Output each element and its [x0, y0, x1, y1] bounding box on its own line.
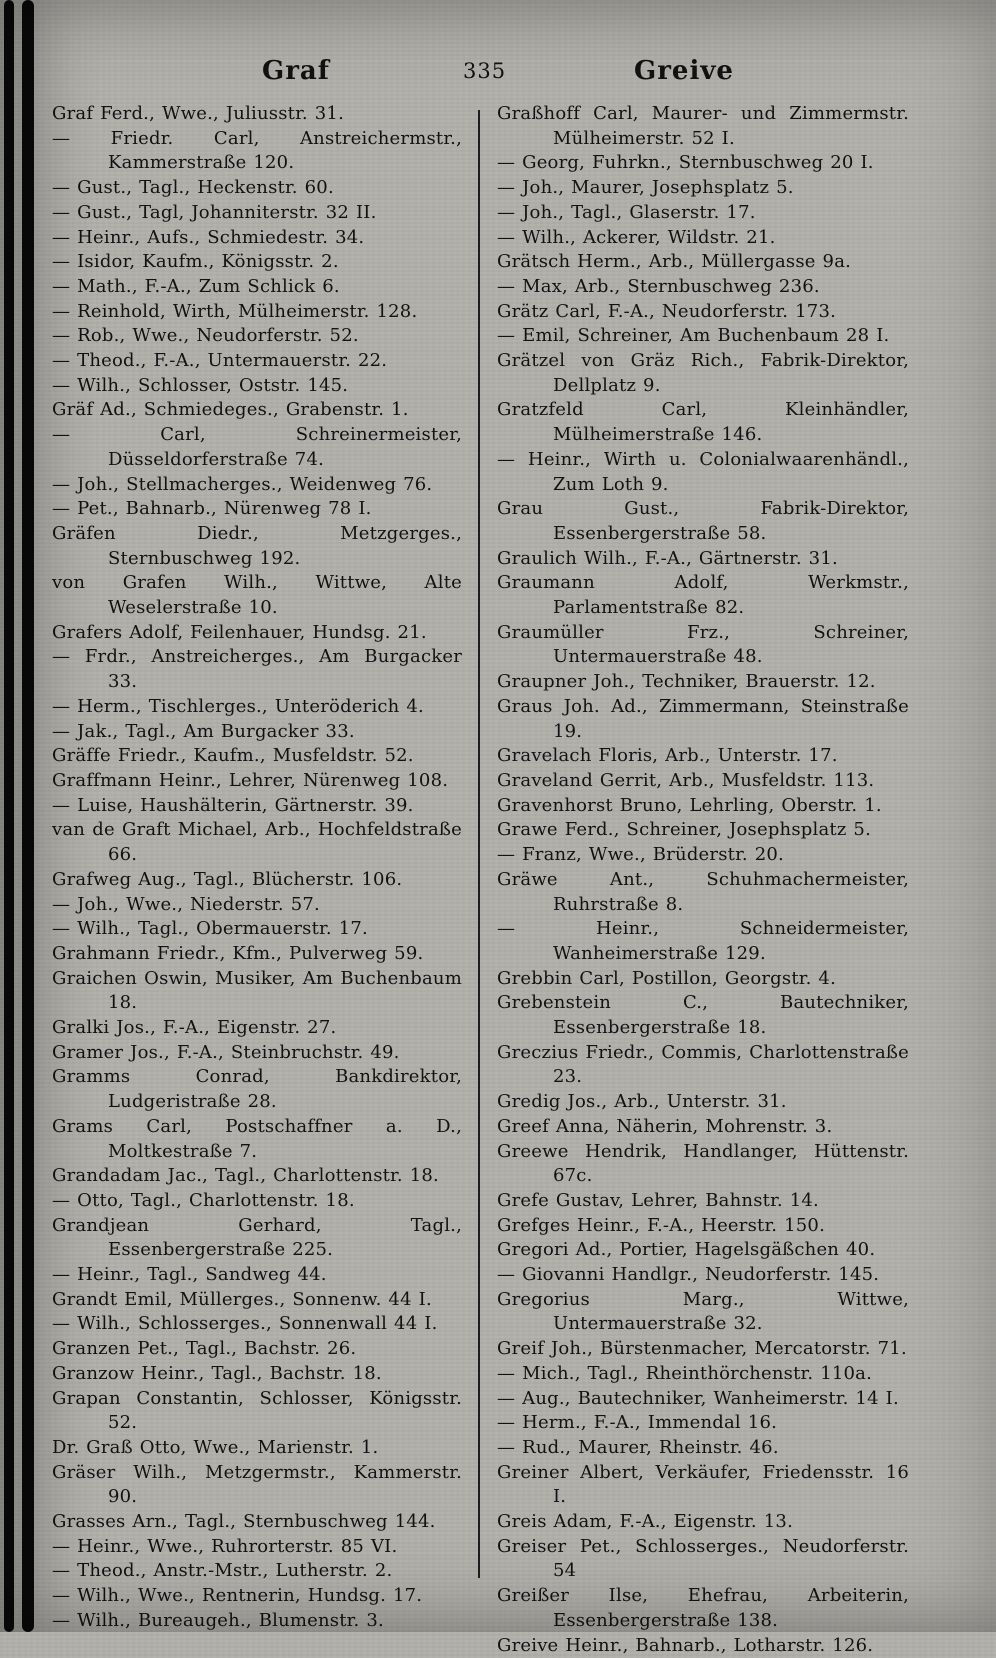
directory-entry: — Rud., Maurer, Rheinstr. 46. [497, 1436, 779, 1458]
directory-entry: Graumüller Frz., Schreiner, Untermauerstraße 48. [497, 621, 909, 668]
directory-entry: Grahmann Friedr., Kfm., Pulverweg 59. [52, 942, 424, 964]
directory-entry: Grätsch Herm., Arb., Müllergasse 9a. [497, 251, 852, 273]
directory-entry: Gratzfeld Carl, Kleinhändler, Mülheimerstraße 146. [497, 399, 909, 446]
directory-entry: — Heinr., Wwe., Ruhrorterstr. 85 VI. [52, 1535, 398, 1557]
directory-entry: — Joh., Stellmacherges., Weidenweg 76. [52, 473, 433, 495]
directory-entry: Gregori Ad., Portier, Hagelsgäßchen 40. [497, 1239, 876, 1261]
directory-entry: Granzen Pet., Tagl., Bachstr. 26. [52, 1338, 357, 1360]
directory-entry: — Gust., Tagl, Johanniterstr. 32 II. [52, 201, 377, 223]
directory-entry: Greißer Ilse, Ehefrau, Arbeiterin, Essenbergerstraße 138. [497, 1585, 909, 1631]
directory-entry: — Isidor, Kaufm., Königsstr. 2. [52, 251, 339, 273]
directory-entry: — Math., F.-A., Zum Schlick 6. [52, 275, 340, 297]
directory-entry: von Grafen Wilh., Wittwe, Alte Weselerstraße 10. [52, 572, 462, 619]
directory-entry: — Gust., Tagl., Heckenstr. 60. [52, 177, 334, 199]
directory-entry: — Joh., Maurer, Josephsplatz 5. [497, 177, 794, 199]
directory-entry: Grefe Gustav, Lehrer, Bahnstr. 14. [497, 1189, 819, 1211]
directory-entry: Grefges Heinr., F.-A., Heerstr. 150. [497, 1214, 826, 1236]
directory-entry: — Rob., Wwe., Neudorferstr. 52. [52, 325, 359, 347]
directory-entry: Gräfen Diedr., Metzgerges., Sternbuschweg 192. [52, 522, 462, 569]
directory-entry: Greef Anna, Näherin, Mohrenstr. 3. [497, 1115, 833, 1137]
directory-entry: Granzow Heinr., Tagl., Bachstr. 18. [52, 1362, 382, 1384]
directory-entry: Gregorius Marg., Wittwe, Untermauerstraße 32. [497, 1288, 909, 1335]
directory-entry: Graffmann Heinr., Lehrer, Nürenweg 108. [52, 769, 449, 791]
directory-entry: Grätz Carl, F.-A., Neudorferstr. 173. [497, 300, 837, 322]
directory-entry: Greiser Pet., Schlosserges., Neudorferstr. 54 [497, 1535, 909, 1582]
directory-entry: — Wilh., Bureaugeh., Blumenstr. 3. [52, 1609, 384, 1631]
directory-entry: Gravenhorst Bruno, Lehrling, Oberstr. 1. [497, 794, 882, 816]
directory-entry: — Carl, Schreinermeister, Düsseldorferstraße 74. [52, 424, 462, 470]
directory-entry: — Wilh., Schlosserges., Sonnenwall 44 I. [52, 1313, 438, 1335]
directory-entry: Graus Joh. Ad., Zimmermann, Steinstraße 19. [497, 695, 909, 742]
directory-entry: Grafweg Aug., Tagl., Blücherstr. 106. [52, 868, 403, 890]
directory-entry: Grebbin Carl, Postillon, Georgstr. 4. [497, 967, 837, 989]
directory-entry: — Emil, Schreiner, Am Buchenbaum 28 I. [497, 325, 890, 347]
directory-entry: Greive Heinr., Bahnarb., Lotharstr. 126. [497, 1634, 874, 1656]
directory-entry: — Mich., Tagl., Rheinthörchenstr. 110a. [497, 1362, 873, 1384]
directory-entry: — Pet., Bahnarb., Nürenweg 78 I. [52, 498, 372, 520]
directory-entry: Gräffe Friedr., Kaufm., Musfeldstr. 52. [52, 745, 414, 767]
directory-entry: Graßhoff Carl, Maurer- und Zimmermstr. Mülheimerstr. 52 I. [497, 103, 909, 149]
directory-entry: Grätzel von Gräz Rich., Fabrik-Direktor, Dellplatz 9. [497, 350, 909, 396]
directory-entry: — Heinr., Schneidermeister, Wanheimerstraße 129. [497, 918, 909, 964]
directory-entry: Graulich Wilh., F.-A., Gärtnerstr. 31. [497, 547, 838, 569]
directory-entry: — Friedr. Carl, Anstreichermstr., Kammerstraße 120. [52, 127, 462, 174]
directory-entry: Gräwe Ant., Schuhmachermeister, Ruhrstraße 8. [497, 868, 909, 915]
page-header [0, 56, 996, 90]
directory-entry: Gräf Ad., Schmiedeges., Grabenstr. 1. [52, 399, 409, 421]
directory-entry: Gredig Jos., Arb., Unterstr. 31. [497, 1091, 787, 1113]
directory-entry: Gralki Jos., F.-A., Eigenstr. 27. [52, 1017, 337, 1039]
header-keyword-right: Greive [634, 56, 734, 86]
scan-binding-bar [22, 0, 34, 1632]
directory-entry: — Wilh., Tagl., Obermauerstr. 17. [52, 918, 368, 940]
directory-entry: — Georg, Fuhrkn., Sternbuschweg 20 I. [497, 152, 874, 174]
directory-entry: — Wilh., Schlosser, Oststr. 145. [52, 374, 349, 396]
directory-entry: Gravelach Floris, Arb., Unterstr. 17. [497, 745, 838, 767]
directory-entry: Dr. Graß Otto, Wwe., Marienstr. 1. [52, 1436, 379, 1458]
directory-entry: Graichen Oswin, Musiker, Am Buchenbaum 18. [52, 967, 462, 1014]
directory-entry: Graveland Gerrit, Arb., Musfeldstr. 113. [497, 769, 875, 791]
header-keyword-left: Graf [262, 56, 330, 86]
directory-entry: Greczius Friedr., Commis, Charlottenstraße 23. [497, 1041, 909, 1088]
directory-entry: Grams Carl, Postschaffner a. D., Moltkestraße 7. [52, 1115, 462, 1162]
page-number: 335 [463, 59, 507, 83]
directory-entry: — Theod., F.-A., Untermauerstr. 22. [52, 350, 388, 372]
directory-entry: — Joh., Wwe., Niederstr. 57. [52, 893, 320, 915]
directory-entry: — Jak., Tagl., Am Burgacker 33. [52, 720, 355, 742]
directory-entry: Gramer Jos., F.-A., Steinbruchstr. 49. [52, 1041, 400, 1063]
directory-entry: Grebenstein C., Bautechniker, Essenbergerstraße 18. [497, 992, 909, 1039]
directory-entry: — Max, Arb., Sternbuschweg 236. [497, 275, 820, 297]
directory-entry: Grasses Arn., Tagl., Sternbuschweg 144. [52, 1511, 436, 1533]
directory-entry: — Joh., Tagl., Glaserstr. 17. [497, 201, 756, 223]
directory-entry: — Heinr., Aufs., Schmiedestr. 34. [52, 226, 365, 248]
scan-binding-bar [4, 0, 14, 1632]
directory-entry: Grapan Constantin, Schlosser, Königsstr. 52. [52, 1387, 462, 1434]
directory-entry: — Theod., Anstr.-Mstr., Lutherstr. 2. [52, 1560, 393, 1582]
directory-entry: Grau Gust., Fabrik-Direktor, Essenbergerstraße 58. [497, 498, 909, 544]
directory-entry: — Heinr., Wirth u. Colonialwaarenhändl., Zum Loth 9. [497, 448, 909, 495]
directory-entry: van de Graft Michael, Arb., Hochfeldstraße 66. [52, 819, 462, 866]
directory-entry: — Heinr., Tagl., Sandweg 44. [52, 1264, 327, 1286]
directory-entry: Grandadam Jac., Tagl., Charlottenstr. 18. [52, 1165, 439, 1187]
directory-entry: — Reinhold, Wirth, Mülheimerstr. 128. [52, 300, 418, 322]
directory-entry: — Giovanni Handlgr., Neudorferstr. 145. [497, 1264, 880, 1286]
left-column [52, 102, 462, 1634]
directory-entry: — Franz, Wwe., Brüderstr. 20. [497, 844, 784, 866]
column-divider [478, 110, 480, 1578]
directory-entry: — Frdr., Anstreicherges., Am Burgacker 33. [52, 646, 462, 693]
directory-entry: — Luise, Haushälterin, Gärtnerstr. 39. [52, 794, 414, 816]
directory-entry: Graupner Joh., Techniker, Brauerstr. 12. [497, 671, 876, 693]
directory-entry: Grandjean Gerhard, Tagl., Essenbergerstraße 225. [52, 1214, 462, 1261]
directory-entry: Greiner Albert, Verkäufer, Friedensstr. 16 I. [497, 1461, 909, 1508]
directory-entry: — Aug., Bautechniker, Wanheimerstr. 14 I. [497, 1387, 899, 1409]
directory-entry: Gramms Conrad, Bankdirektor, Ludgeristraße 28. [52, 1066, 462, 1113]
directory-entry: — Wilh., Ackerer, Wildstr. 21. [497, 226, 776, 248]
directory-entry: — Herm., F.-A., Immendal 16. [497, 1412, 778, 1434]
directory-entry: — Wilh., Wwe., Rentnerin, Hundsg. 17. [52, 1585, 423, 1607]
right-column [497, 102, 909, 1658]
directory-entry: Graf Ferd., Wwe., Juliusstr. 31. [52, 103, 344, 124]
directory-entry: Greif Joh., Bürstenmacher, Mercatorstr. 71. [497, 1338, 907, 1360]
directory-entry: Gräser Wilh., Metzgermstr., Kammerstr. 90. [52, 1461, 462, 1508]
directory-entry: — Otto, Tagl., Charlottenstr. 18. [52, 1189, 355, 1211]
directory-entry: Grawe Ferd., Schreiner, Josephsplatz 5. [497, 819, 871, 841]
directory-entry: — Herm., Tischlerges., Unteröderich 4. [52, 695, 424, 717]
directory-entry: Grandt Emil, Müllerges., Sonnenw. 44 I. [52, 1288, 432, 1310]
directory-entry: Graumann Adolf, Werkmstr., Parlamentstraße 82. [497, 572, 909, 619]
directory-entry: Greis Adam, F.-A., Eigenstr. 13. [497, 1511, 794, 1533]
directory-entry: Grafers Adolf, Feilenhauer, Hundsg. 21. [52, 621, 427, 643]
directory-entry: Greewe Hendrik, Handlanger, Hüttenstr. 67c. [497, 1140, 909, 1187]
